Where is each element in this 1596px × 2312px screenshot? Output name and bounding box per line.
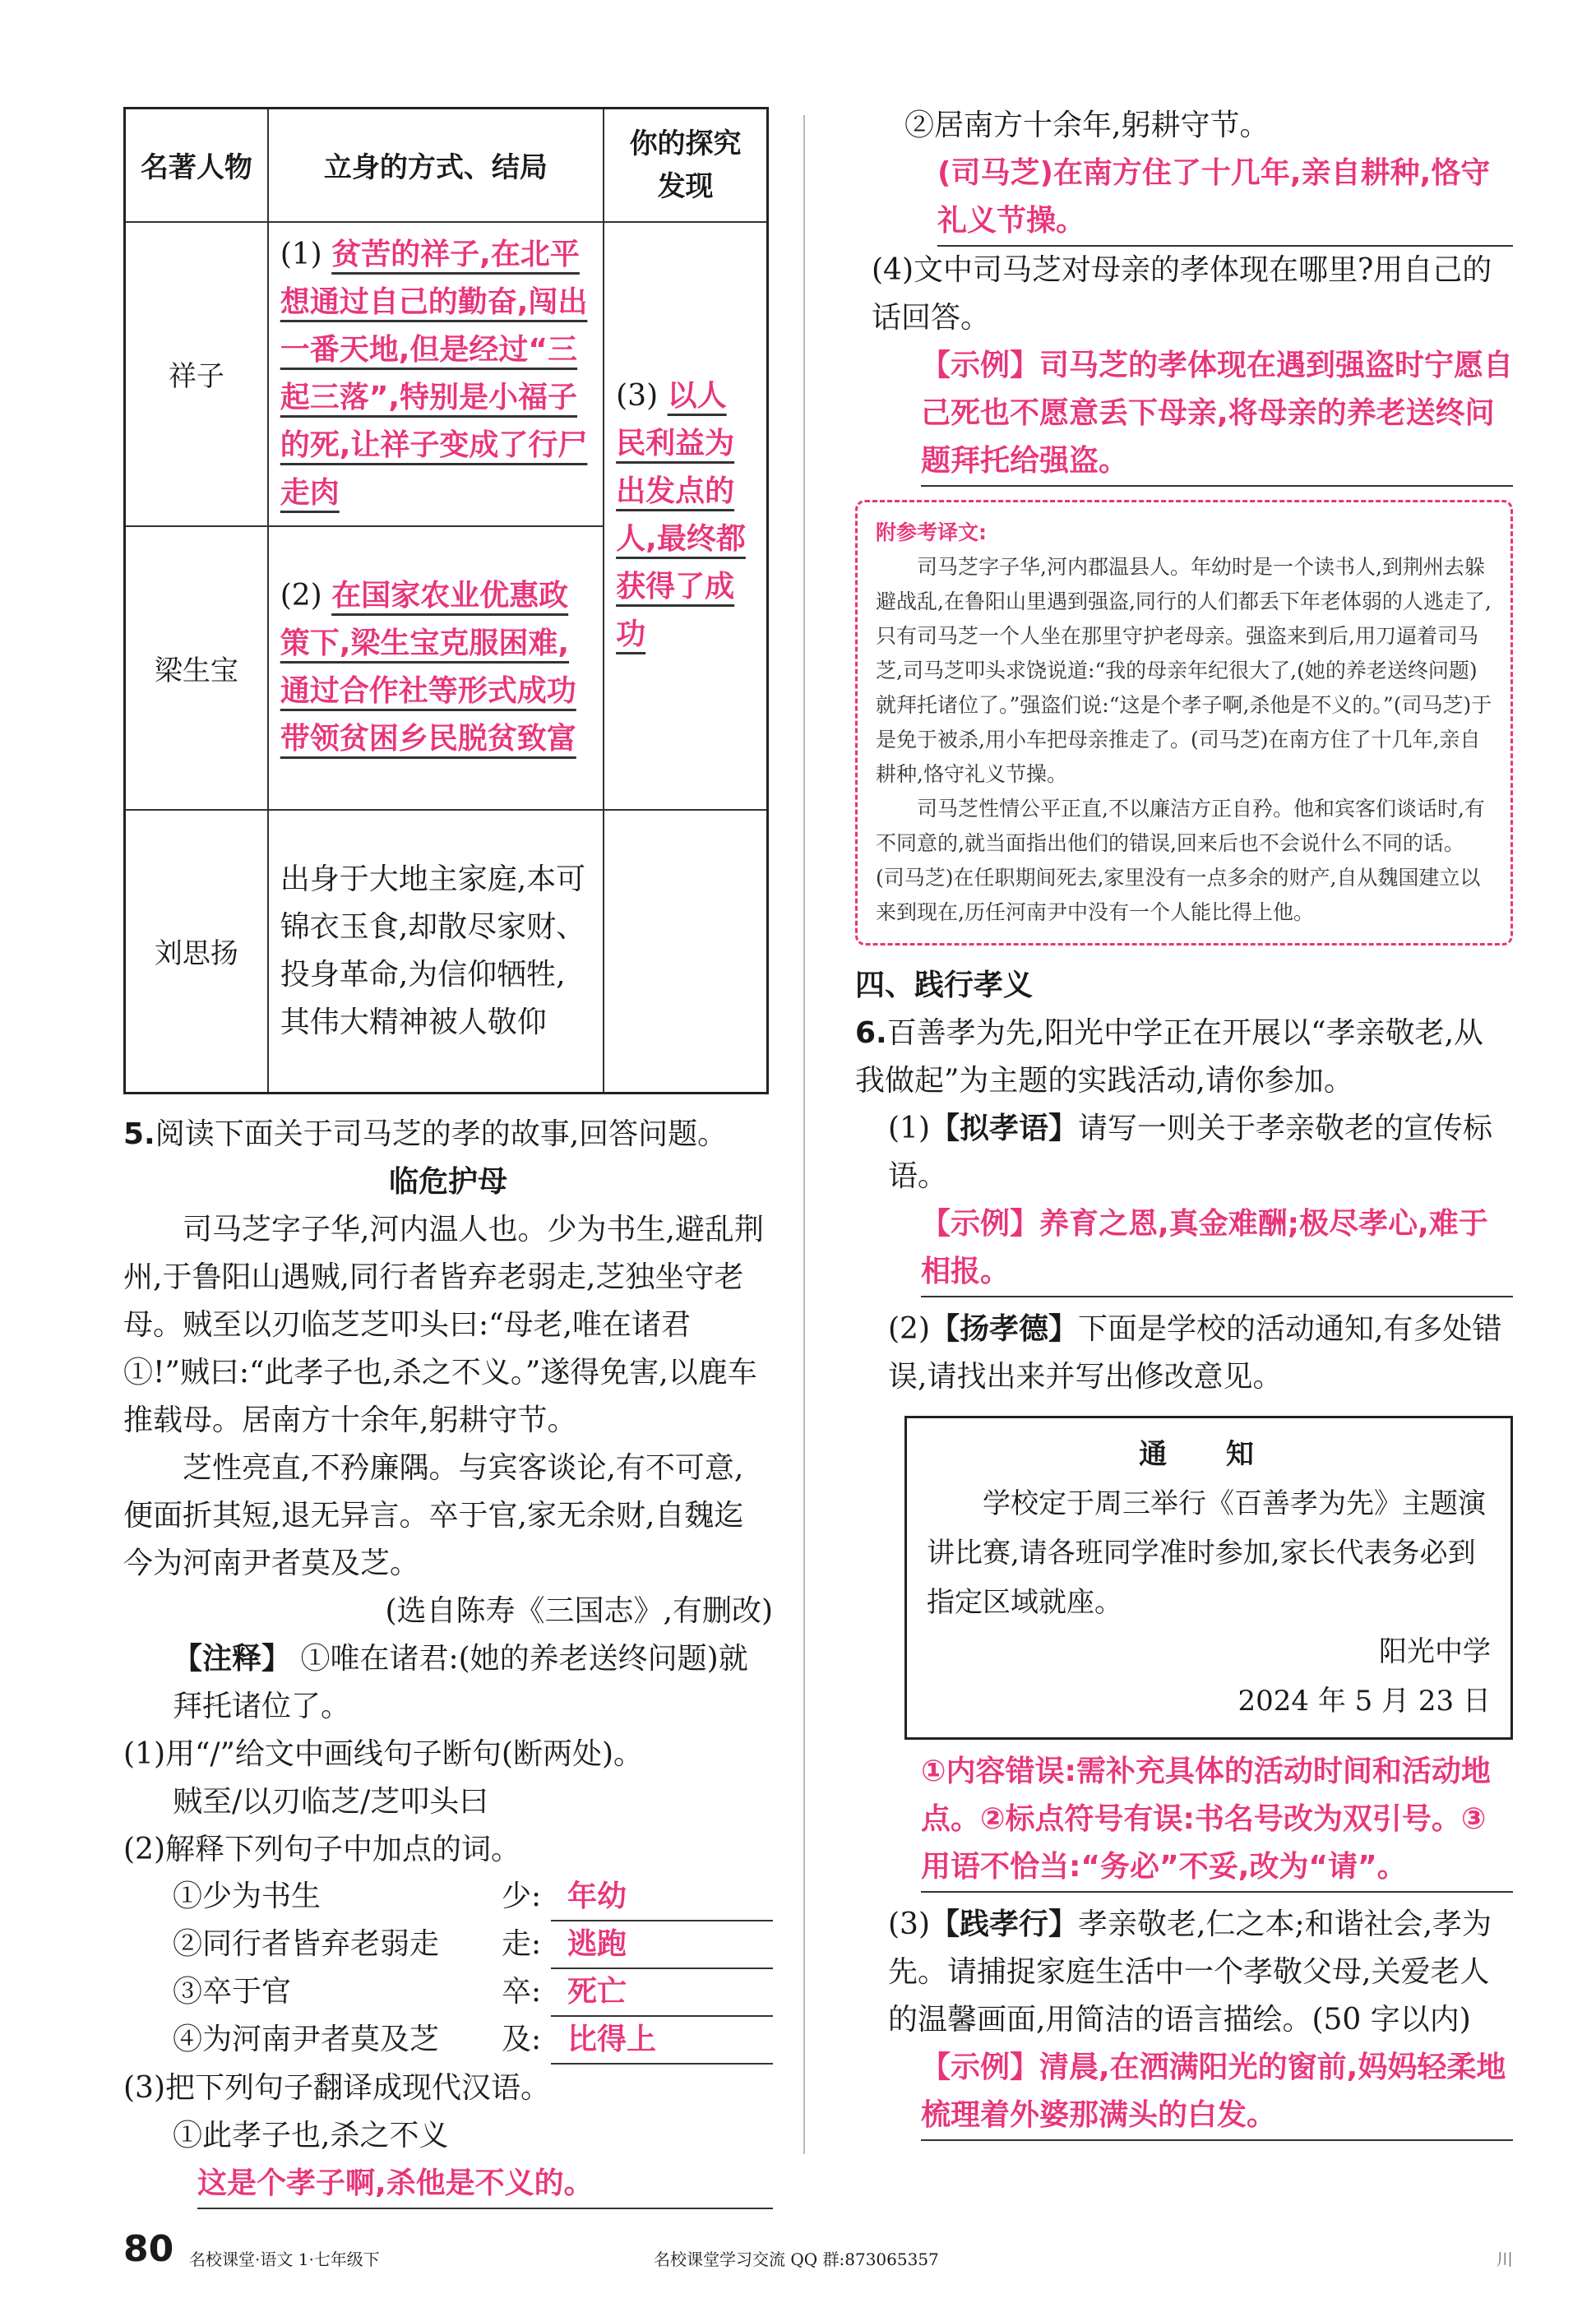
story-note: 【注释】 ①唯在诸君:(她的养老送终问题)就拜托诸位了。	[173, 1642, 748, 1723]
notice-title: 通 知	[1139, 1438, 1279, 1471]
reference-translation: 附参考译文: 司马芝字子华,河内郡温县人。年幼时是一个读书人,到荆州去躲避战乱,在鲁阳山里遇到强盗,同行的人们都丢下年老体弱的人逃走了,只有司马芝一个人坐在那里守护老母亲。强盗来到后,用刀逼着司马芝,司马芝叩头求饶说道:“我的母亲年纪很大了,(她的养老送终问题)就拜托诸位了。”强盗们说:“这是个孝子啊,杀他是不义的。”(司马芝)于是免于被杀,用小车把母亲推走了。(司马芝)在南方住了十几年,亲自耕种,恪守礼义节操。 司马芝性情公平正直,不以廉洁方正自矜。他和宾客们谈话时,有不同意的,就当面指出他们的错误,回来后也不会说什么不同的话。(司马芝)在任职期间死去,家里没有一点多余的财产,自从魏国建立以来到现在,历任河南尹中没有一个人能比得上他。	[855, 500, 1513, 946]
discovery-cell: (3) 以人民利益为出发点的人,最终都获得了成功	[604, 222, 767, 810]
answer-xiangzi: (1) 贫苦的祥子,在北平想通过自己的勤奋,闯出一番天地,但是经过“三起三落”,特别是小福子的死,让祥子变成了行尸走肉	[268, 222, 604, 526]
text-liusiyang: 出身于大地主家庭,本可锦衣玉食,却散尽家财、投身革命,为信仰牺牲,其伟大精神被人敬仰	[268, 810, 604, 1094]
literature-table	[123, 107, 769, 1094]
q6-sub2: (2)【扬孝德】下面是学校的活动通知,有多处错误,请找出来并写出修改意见。	[888, 1312, 1502, 1394]
q5-sub3-answer2: (司马芝)在南方住了十几年,亲自耕种,恪守礼义节操。	[937, 150, 1513, 247]
q6-sub1: (1)【拟孝语】请写一则关于孝亲敬老的宣传标语。	[888, 1112, 1493, 1193]
q5-prompt: 阅读下面关于司马芝的孝的故事,回答问题。	[155, 1117, 728, 1151]
page-footer	[123, 2228, 1513, 2277]
right-column	[855, 107, 1513, 2141]
section-heading: 四、践行孝义	[855, 969, 1034, 1002]
notice-body: 学校定于周三举行《百善孝为先》主题演讲比赛,请各班同学准时参加,家长代表务必到指定区域就座。	[927, 1487, 1486, 1619]
answer-liangshengbao: (2) 在国家农业优惠政策下,梁生宝克服困难,通过合作社等形式成功带领贫困乡民脱贫致富	[268, 526, 604, 810]
story-source: (选自陈寿《三国志》,有删改)	[385, 1594, 773, 1628]
name-liusiyang: 刘思扬	[125, 810, 268, 1094]
word-row: ③卒于官 卒: 死亡	[123, 1969, 773, 2017]
column-divider	[803, 115, 805, 2154]
q5-sub3-answer1: 这是个孝子啊,杀他是不义的。	[197, 2160, 773, 2209]
q5-sub4-answer: 【示例】司马芝的孝体现在遇到强盗时宁愿自己死也不愿意丢下母亲,将母亲的养老送终问题拜托给强盗。	[921, 342, 1513, 487]
header-character: 名著人物	[125, 109, 268, 222]
answer-text: 贫苦的祥子,在北平想通过自己的勤奋,闯出一番天地,但是经过“三起三落”,特别是小福子的死,让祥子变成了行尸走肉	[280, 237, 588, 510]
q6-sub1-answer: 【示例】养育之恩,真金难酬;极尽孝心,难于相报。	[921, 1200, 1513, 1297]
header-method: 立身的方式、结局	[268, 109, 604, 222]
notice-signature: 阳光中学	[1379, 1635, 1491, 1668]
qq-group: 名校课堂学习交流 QQ 群:873065357	[654, 2250, 939, 2269]
q5-sub3: (3)把下列句子翻译成现代汉语。	[123, 2071, 550, 2105]
book-title: 名校课堂·语文 1·七年级下	[189, 2250, 380, 2269]
question-6: 6.百善孝为先,阳光中学正在开展以“孝亲敬老,从我做起”为主题的实践活动,请你参加。	[855, 1016, 1484, 1098]
answer-text: 在国家农业优惠政策下,梁生宝克服困难,通过合作社等形式成功带领贫困乡民脱贫致富	[280, 579, 576, 756]
activity-notice	[904, 1416, 1513, 1740]
left-column	[123, 107, 773, 2209]
q6-sub2-answer: ①内容错误:需补充具体的活动时间和活动地点。②标点符号有误:书名号改为双引号。③用语不恰当:“务必”不妥,改为“请”。	[921, 1748, 1513, 1893]
q5-sub1-sentence: 贼至/以刃临芝/芝叩头曰	[173, 1785, 489, 1819]
name-xiangzi: 祥子	[125, 222, 268, 526]
q5-sub4: (4)文中司马芝对母亲的孝体现在哪里?用自己的话回答。	[872, 253, 1492, 335]
word-row: ②同行者皆弃老弱走 走: 逃跑	[123, 1921, 773, 1969]
q5-sub3-q2: ②居南方十余年,躬耕守节。	[904, 109, 1270, 142]
question-5: 5.阅读下面关于司马芝的孝的故事,回答问题。 临危护母 司马芝字子华,河内温人也。少为书生,避乱荆州,于鲁阳山遇贼,同行者皆弃老弱走,芝独坐守老母。贼至以刃临芝芝叩头曰:“母老,唯在诸君①!”贼曰:“此孝子也,杀之不义。”遂得免害,以鹿车推载母。居南方十余年,躬耕守节。 芝性亮直,不矜廉隅。与宾客谈论,有不可意,便面折其短,退无异言。卒于官,家无余财,自魏迄今为河南尹者莫及芝。 (选自陈寿《三国志》,有删改) 【注释】 ①唯在诸君:(她的养老送终问题)就拜托诸位了。 (1)用“/”给文中画线句子断句(断两处)。 贼至/以刃临芝/芝叩头曰 (2)解释下列句子中加点的词。 ①少为书生 少: 年幼 ②同行者皆弃老弱走 走: 逃跑 ③卒于官 卒: 死亡 ④为河南尹者莫及芝 及: 比得上 (3)把下列句子翻译成现代汉语。 ①此孝子也,杀之不义 这是个孝子啊,杀他是不义的。	[123, 1111, 773, 2209]
q5-sub1: (1)用“/”给文中画线句子断句(断两处)。	[123, 1737, 644, 1771]
word-row: ①少为书生 少: 年幼	[123, 1874, 773, 1921]
q6-sub3: (3)【践孝行】孝亲敬老,仁之本;和谐社会,孝为先。请捕捉家庭生活中一个孝敬父母,关爱老人的温馨画面,用简洁的语言描绘。(50 字以内)	[888, 1907, 1492, 2037]
story-para-2: 芝性亮直,不矜廉隅。与宾客谈论,有不可意,便面折其短,退无异言。卒于官,家无余财,自魏迄今为河南尹者莫及芝。	[123, 1451, 744, 1580]
word-row: ④为河南尹者莫及芝 及: 比得上	[123, 2017, 773, 2065]
q5-sub3-q1: ①此孝子也,杀之不义	[173, 2119, 449, 2152]
page-number: 80	[123, 2228, 174, 2270]
discovery-answer: 以人民利益为出发点的人,最终都获得了成功	[616, 379, 746, 651]
header-discovery: 你的探究发现	[604, 109, 767, 222]
q6-sub3-answer: 【示例】清晨,在洒满阳光的窗前,妈妈轻柔地梳理着外婆那满头的白发。	[921, 2044, 1513, 2141]
q5-sub2: (2)解释下列句子中加点的词。	[123, 1833, 520, 1866]
story-para-1: 司马芝字子华,河内温人也。少为书生,避乱荆州,于鲁阳山遇贼,同行者皆弃老弱走,芝独坐守老母。贼至以刃临芝芝叩头曰:“母老,唯在诸君①!”贼曰:“此孝子也,杀之不义。”遂得免害,以鹿车推载母。居南方十余年,躬耕守节。	[123, 1213, 764, 1437]
region-mark: 川	[1497, 2250, 1513, 2269]
story-title: 临危护母	[388, 1165, 507, 1199]
name-liangshengbao: 梁生宝	[125, 526, 268, 810]
notice-date: 2024 年 5 月 23 日	[1237, 1685, 1491, 1718]
empty-cell	[604, 810, 767, 1094]
